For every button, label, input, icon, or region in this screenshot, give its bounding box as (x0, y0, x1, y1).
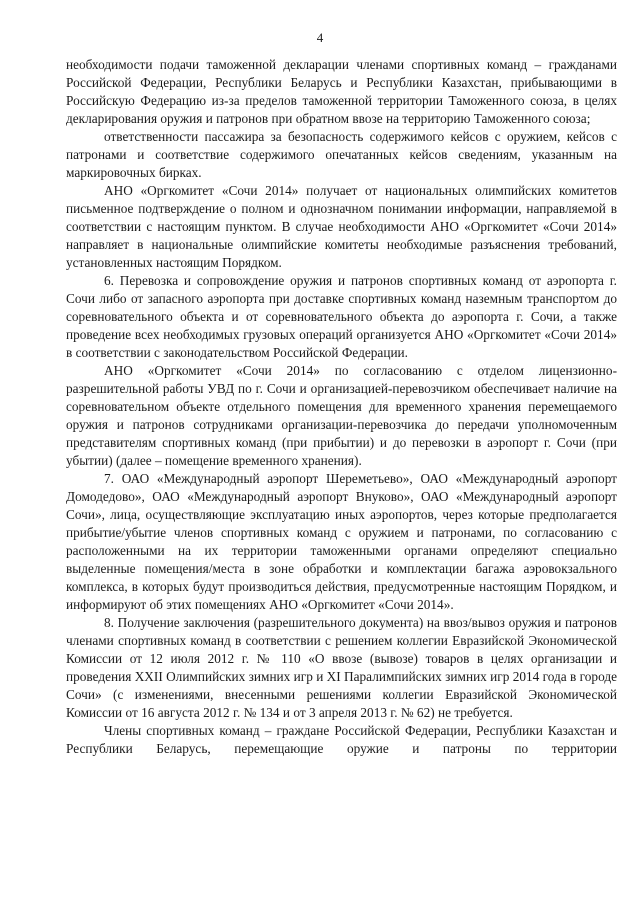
paragraph-team-members: Члены спортивных команд – граждане Российской Федерации, Республики Казахстан и Республики Беларусь, перемещающие оружие и патроны по территории (66, 723, 617, 756)
paragraph-temporary-storage: АНО «Оргкомитет «Сочи 2014» по согласованию с отделом лицензионно-разрешительной работы УВД по г. Сочи и организацией-перевозчиком обеспечивает наличие на соревновательном объекте отдельного помещения для временного хранения перемещаемого оружия и патронов сотрудниками организации-перевозчика до передачи уполномоченным представителям спортивных команд (при прибытии) и до перевозки в аэропорт г. Сочи (при убытии) (далее – помещение временного хранения). (66, 363, 617, 468)
paragraph-item-7-airports: 7. ОАО «Международный аэропорт Шереметьево», ОАО «Международный аэропорт Домодедово», ОАО «Международный аэропорт Внуково», ОАО «Международный аэропорт Сочи», лица, осуществляющие эксплуатацию иных аэропортов, через которые предполагается прибытие/убытие членов спортивных команд с оружием и патронами, по согласованию с расположенными на их территории таможенными органами определяют специально выделенные помещения/места в зоне обработки и комплектации багажа аэровокзального комплекса, в которых будут производиться действия, предусмотренные настоящим Порядком, и информируют об этих помещениях АНО «Оргкомитет «Сочи 2014». (66, 471, 617, 612)
paragraph-passenger-responsibility: ответственности пассажира за безопасность содержимого кейсов с оружием, кейсов с патронами и соответствие содержимого опечатанных кейсов сведениям, указанным на маркировочных бирках. (66, 129, 617, 180)
paragraph-item-6-transport: 6. Перевозка и сопровождение оружия и патронов спортивных команд от аэропорта г. Сочи либо от запасного аэропорта при доставке спортивных команд наземным транспортом до соревновательного объекта и от соревновательного объекта до аэропорта г. Сочи, а также проведение всех необходимых грузовых операций организуется АНО «Оргкомитет «Сочи 2014» в соответствии с законодательством Российской Федерации. (66, 273, 617, 360)
paragraph-item-8-permit: 8. Получение заключения (разрешительного документа) на ввоз/вывоз оружия и патронов членами спортивных команд в соответствии с решением коллегии Евразийской Экономической Комиссии от 12 июля 2012 г. № 110 «О ввозе (вывозе) товаров в целях организации и проведения XXII Олимпийских зимних игр и XI Паралимпийских зимних игр 2014 года в городе Сочи» (с изменениями, внесенными решениями коллегии Евразийской Экономической Комиссии от 16 августа 2012 г. № 134 и от 3 апреля 2013 г. № 62) не требуется. (66, 615, 617, 720)
document-body (66, 56, 617, 758)
paragraph-orgcommittee-confirmation: АНО «Оргкомитет «Сочи 2014» получает от национальных олимпийских комитетов письменное подтверждение о полном и однозначном понимании информации, направляемой в соответствии с настоящим пунктом. В случае необходимости АНО «Оргкомитет «Сочи 2014» направляет в национальные олимпийские комитеты необходимые разъяснения требований, установленных настоящим Порядком. (66, 183, 617, 270)
paragraph-declaration-continuation: необходимости подачи таможенной декларации членами спортивных команд – гражданами Российской Федерации, Республики Беларусь и Республики Казахстан, прибывающими в Российскую Федерацию из-за пределов таможенной территории Таможенного союза, в целях декларирования оружия и патронов при обратном ввозе на территорию Таможенного союза; (66, 57, 617, 126)
page-number: 4 (316, 30, 324, 45)
